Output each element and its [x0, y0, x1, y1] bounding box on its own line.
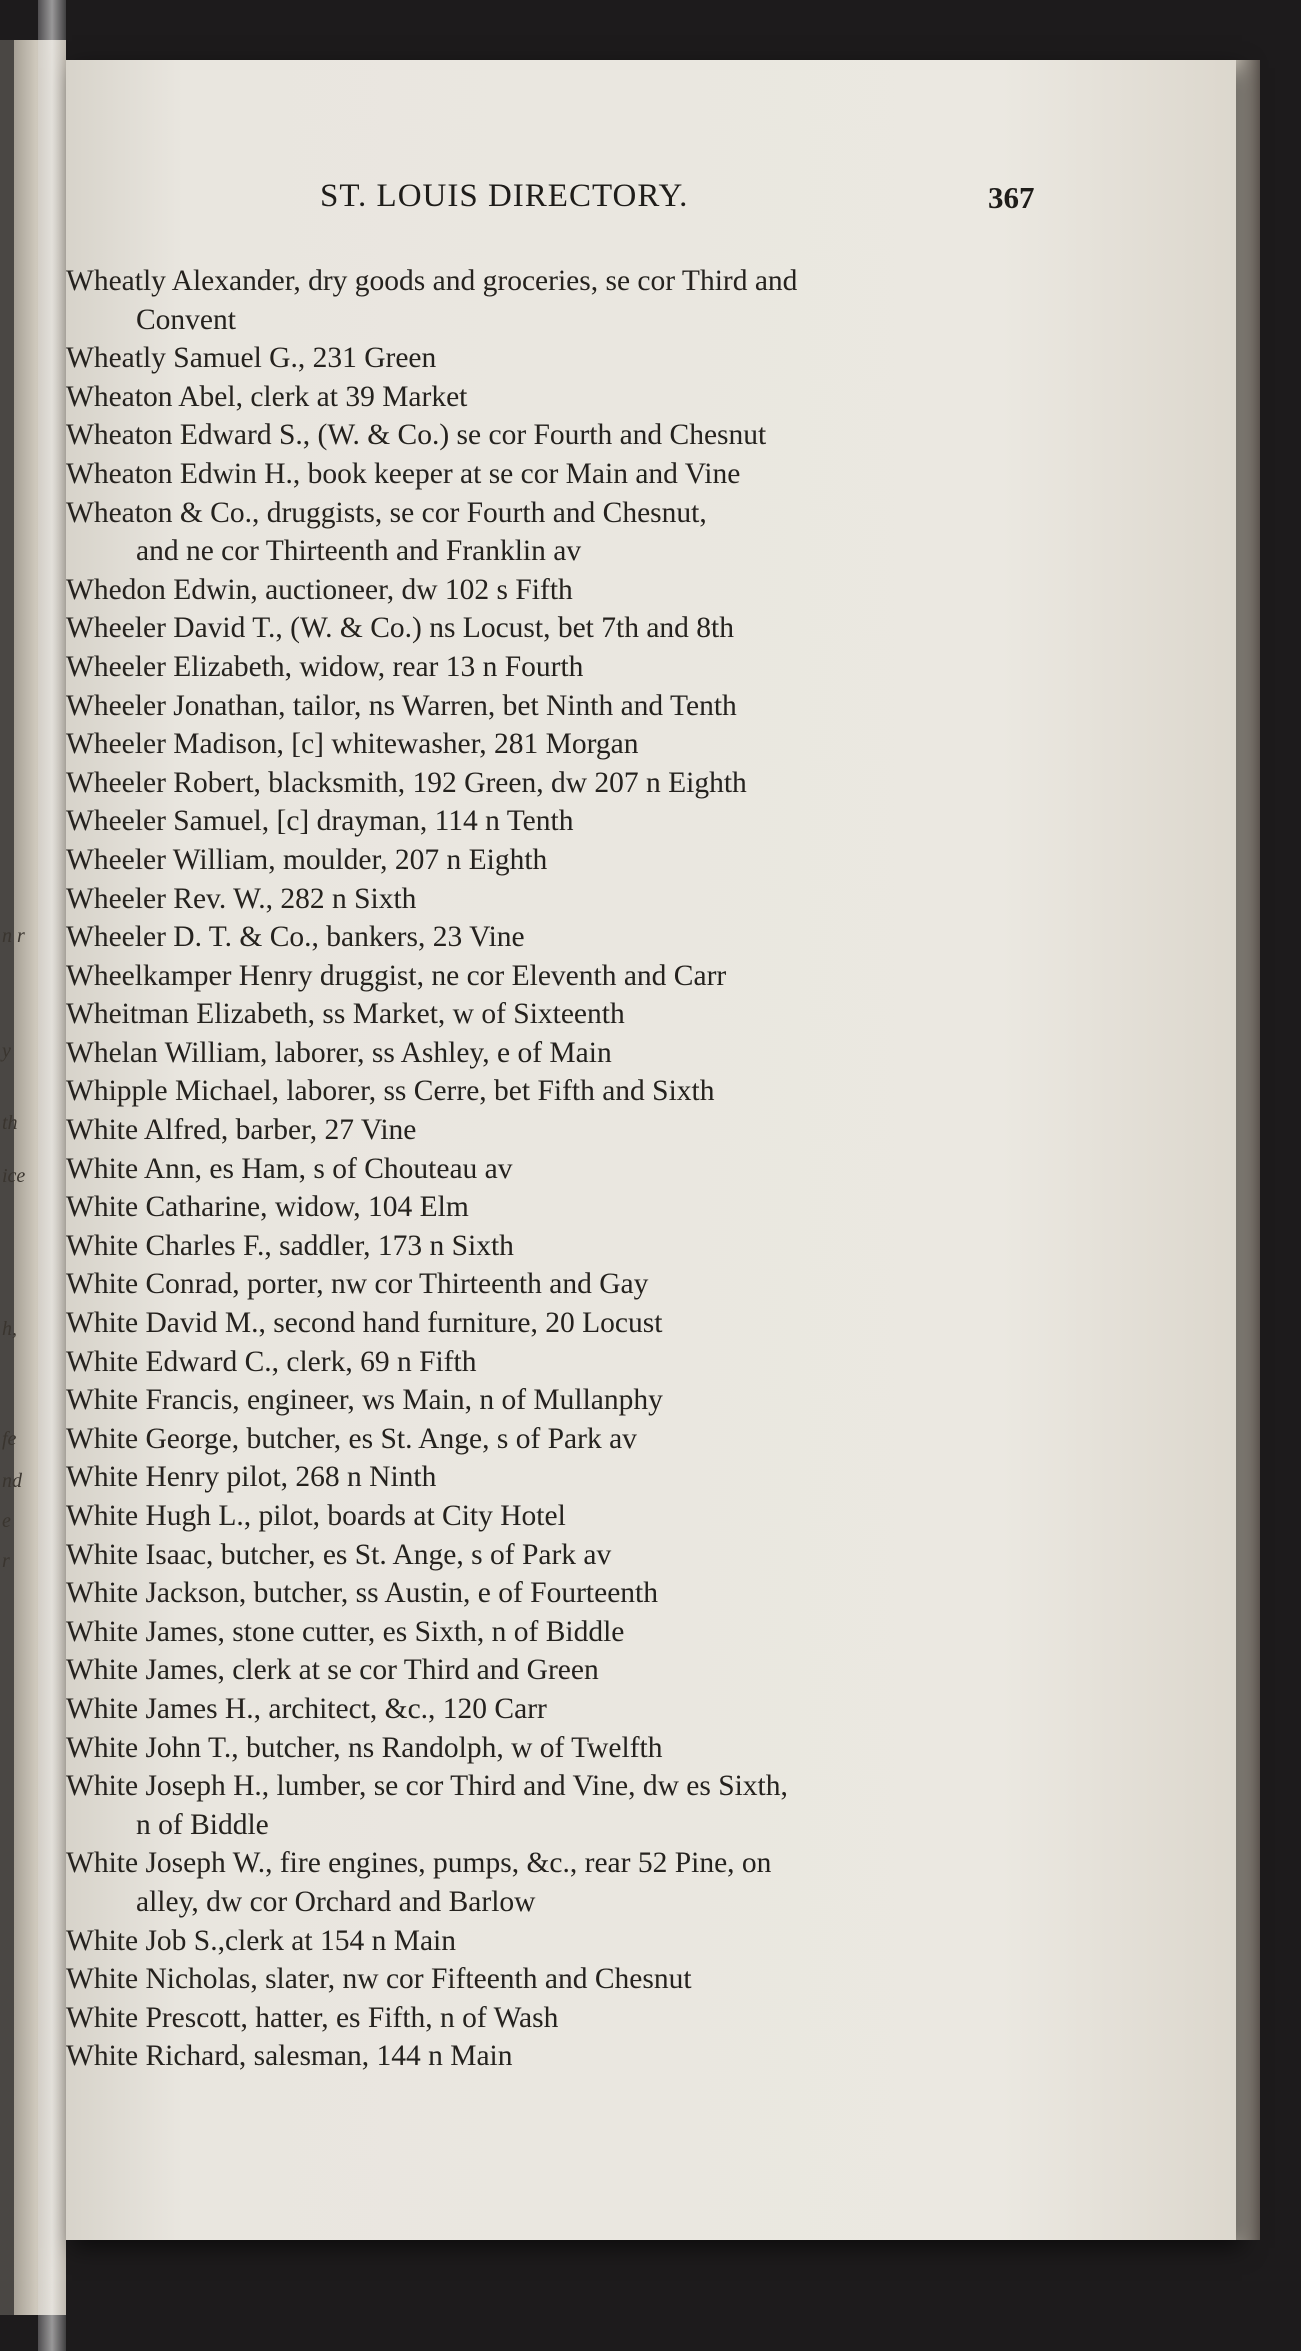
directory-entry: Whipple Michael, laborer, ss Cerre, bet Fifth and Sixth [66, 1075, 715, 1108]
directory-entry: Wheaton & Co., druggists, se cor Fourth and Chesnut, [66, 496, 707, 529]
facing-page-fragment: ice [2, 1165, 26, 1187]
directory-entry: White Edward C., clerk, 69 n Fifth [66, 1345, 477, 1378]
plastic-sleeve-edge [38, 0, 66, 2351]
directory-entry: White Richard, salesman, 144 n Main [66, 2040, 513, 2073]
directory-entry: White Isaac, butcher, es St. Ange, s of Park av [66, 1538, 612, 1571]
facing-page-fragment: y [2, 1040, 11, 1062]
directory-entry: Wheatly Alexander, dry goods and groceries, se cor Third and [66, 265, 798, 297]
directory-entry: n of Biddle [136, 1808, 269, 1841]
directory-entry: White James H., architect, &c., 120 Carr [66, 1692, 547, 1725]
facing-page-fragment: n r [2, 925, 25, 947]
directory-entry: White Joseph W., fire engines, pumps, &c., rear 52 Pine, on [66, 1847, 772, 1880]
directory-entry: Wheeler Jonathan, tailor, ns Warren, bet Ninth and Tenth [66, 689, 737, 722]
facing-page-fragment: r [2, 1550, 10, 1572]
directory-entry: and ne cor Thirteenth and Franklin av [136, 535, 582, 568]
directory-entry: White James, clerk at se cor Third and Green [66, 1654, 599, 1687]
directory-entry: Wheeler D. T. & Co., bankers, 23 Vine [66, 921, 525, 954]
directory-entry: White Conrad, porter, nw cor Thirteenth and Gay [66, 1268, 649, 1301]
directory-entries [66, 262, 1066, 2076]
directory-entry: White Joseph H., lumber, se cor Third and Vine, dw es Sixth, [66, 1770, 788, 1803]
facing-page-fragment: nd [2, 1470, 22, 1492]
directory-entry: Wheaton Abel, clerk at 39 Market [66, 380, 468, 413]
directory-entry: alley, dw cor Orchard and Barlow [136, 1885, 536, 1918]
directory-entry: Whelan William, laborer, ss Ashley, e of Main [66, 1036, 612, 1069]
directory-entry: Wheeler Elizabeth, widow, rear 13 n Fourth [66, 650, 584, 683]
directory-entry: Convent [136, 303, 236, 336]
facing-page-fragment: th [2, 1112, 18, 1134]
directory-entry: White Catharine, widow, 104 Elm [66, 1191, 469, 1224]
directory-entry: White Ann, es Ham, s of Chouteau av [66, 1152, 513, 1185]
directory-entry: White Charles F., saddler, 173 n Sixth [66, 1229, 514, 1262]
directory-entry: White Henry pilot, 268 n Ninth [66, 1461, 437, 1494]
directory-entry: Wheatly Samuel G., 231 Green [66, 342, 437, 375]
running-title: ST. LOUIS DIRECTORY. [320, 178, 689, 214]
directory-entry: Wheeler William, moulder, 207 n Eighth [66, 843, 548, 876]
directory-entry: Wheaton Edward S., (W. & Co.) se cor Fourth and Chesnut [66, 419, 767, 452]
facing-page-fragment: fe [2, 1428, 17, 1450]
directory-entry: Wheelkamper Henry druggist, ne cor Eleventh and Carr [66, 959, 727, 992]
directory-entry: White Jackson, butcher, ss Austin, e of Fourteenth [66, 1577, 658, 1610]
directory-entry: White Alfred, barber, 27 Vine [66, 1114, 417, 1147]
directory-entry: Wheaton Edwin H., book keeper at se cor Main and Vine [66, 457, 741, 490]
directory-entry: Wheeler David T., (W. & Co.) ns Locust, bet 7th and 8th [66, 612, 734, 645]
directory-entry: White Job S.,clerk at 154 n Main [66, 1924, 456, 1957]
facing-page-fragment: h, [2, 1318, 17, 1340]
directory-entry: White David M., second hand furniture, 20 Locust [66, 1307, 663, 1340]
directory-entry: Wheeler Robert, blacksmith, 192 Green, dw 207 n Eighth [66, 766, 747, 799]
directory-entry: White James, stone cutter, es Sixth, n of Biddle [66, 1615, 625, 1648]
directory-entry: Wheeler Rev. W., 282 n Sixth [66, 882, 417, 915]
directory-entry: White Nicholas, slater, nw cor Fifteenth and Chesnut [66, 1963, 692, 1996]
facing-page-fragment: e [2, 1510, 11, 1532]
directory-entry: Wheeler Samuel, [c] drayman, 114 n Tenth [66, 805, 574, 838]
directory-entry: Wheitman Elizabeth, ss Market, w of Sixteenth [66, 998, 625, 1031]
page-header [0, 178, 1301, 218]
directory-entry: Whedon Edwin, auctioneer, dw 102 s Fifth [66, 573, 573, 606]
directory-entry: White Hugh L., pilot, boards at City Hotel [66, 1500, 566, 1532]
directory-entry: White John T., butcher, ns Randolph, w of Twelfth [66, 1731, 663, 1764]
page-number: 367 [988, 180, 1035, 215]
directory-entry: White Prescott, hatter, es Fifth, n of Wash [66, 2001, 559, 2034]
directory-entry: White Francis, engineer, ws Main, n of Mullanphy [66, 1384, 663, 1417]
directory-entry: Wheeler Madison, [c] whitewasher, 281 Morgan [66, 728, 639, 761]
directory-entry: White George, butcher, es St. Ange, s of Park av [66, 1422, 637, 1455]
